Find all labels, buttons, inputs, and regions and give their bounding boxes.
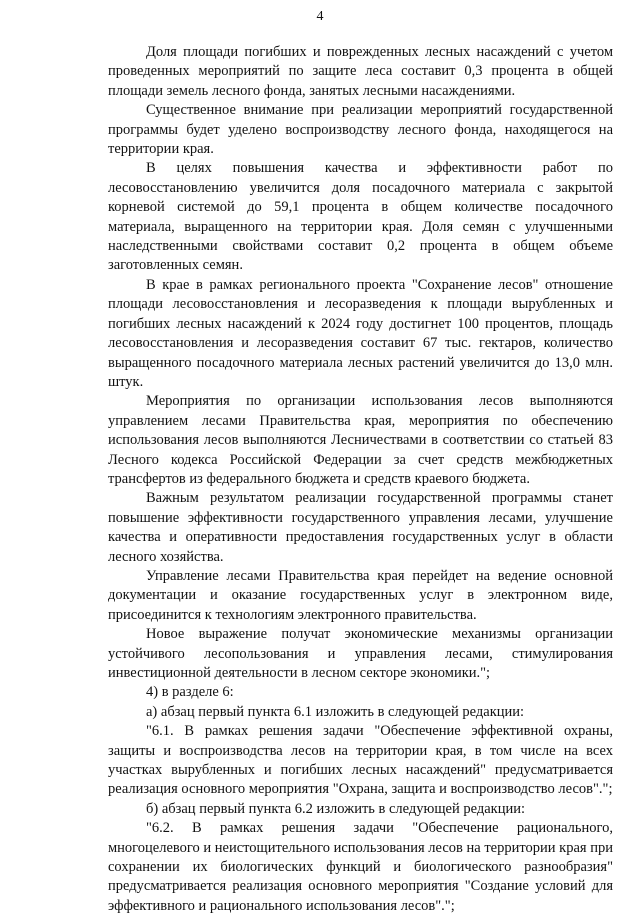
paragraph-item-b: б) абзац первый пункта 6.2 изложить в следующей редакции: xyxy=(146,800,526,817)
paragraph-clause-6-2: "6.2. В рамках решения задачи "Обеспечение рационального, многоцелевого и неистощительного использования лесов на территории края при сохранении их биологических функций и биологического разнообразия" предусматривается реализация основного мероприятия "Создание условий для эффективного и рационального использования лесов"."; xyxy=(108,820,613,914)
paragraph-reproduction-attention: Существенное внимание при реализации мероприятий государственной программы будет уделено воспроизводству лесного фонда, находящегося на территории края. xyxy=(108,102,613,158)
paragraph-item-a: а) абзац первый пункта 6.1 изложить в следующей редакции: xyxy=(146,703,525,720)
paragraph-economic-mechanisms: Новое выражение получат экономические механизмы организации устойчивого лесопользования и управления лесами, стимулирования инвестиционной деятельности в лесном секторе экономики."; xyxy=(108,626,613,681)
paragraph-section-6-heading: 4) в разделе 6: xyxy=(146,684,234,701)
paragraph-forest-damage-share: Доля площади погибших и поврежденных лесных насаждений с учетом проведенных мероприятий по защите леса составит 0,3 процента в общей площади земель лесного фонда, занятых лесными насаждениями. xyxy=(108,44,613,99)
paragraph-forest-use-activities: Мероприятия по организации использования лесов выполняются управлением лесами Правительства края, мероприятия по обеспечению использования лесов выполняются Лесничествами в соответствии со статьей 83 Лесного кодекса Российской Федерации за счет средств межбюджетных трансфертов из федерального бюджета и средств краевого бюджета. xyxy=(108,393,613,487)
paragraph-clause-6-1: "6.1. В рамках решения задачи "Обеспечение эффективной охраны, защиты и воспроизводства лесов на территории края, в том числе на всех участках вырубленных и погибших лесных насаждений" предусматривается реализация основного мероприятия "Охрана, защита и воспроизводство лесов"."; xyxy=(108,723,613,798)
paragraph-electronic-services: Управление лесами Правительства края перейдет на ведение основной документации и оказание государственных услуг в электронном виде, присоединится к технологиям электронного правительства. xyxy=(108,567,613,623)
body-text xyxy=(108,43,613,916)
paragraph-planting-material: В целях повышения качества и эффективности работ по лесовосстановлению увеличится доля посадочного материала с закрытой корневой системой до 59,1 процента в общем количестве посадочного материала, выращенного на территории края. Доля семян с улучшенными наследственными свойствами составит 0,2 процента в общем объеме заготовленных семян. xyxy=(108,160,613,274)
page-number: 4 xyxy=(316,9,324,24)
paragraph-program-result: Важным результатом реализации государственной программы станет повышение эффективности государственного управления лесами, улучшение качества и оперативности предоставления государственных услуг в области лесного хозяйства. xyxy=(108,490,613,565)
paragraph-regional-project: В крае в рамках регионального проекта "Сохранение лесов" отношение площади лесовосстановления и лесоразведения к площади вырубленных и погибших лесных насаждений к 2024 году достигнет 100 процентов, площадь лесовосстановления и лесоразведения составит 67 тыс. гектаров, количество выращенного посадочного материала лесных растений увеличится до 13,0 млн. штук. xyxy=(108,276,613,390)
